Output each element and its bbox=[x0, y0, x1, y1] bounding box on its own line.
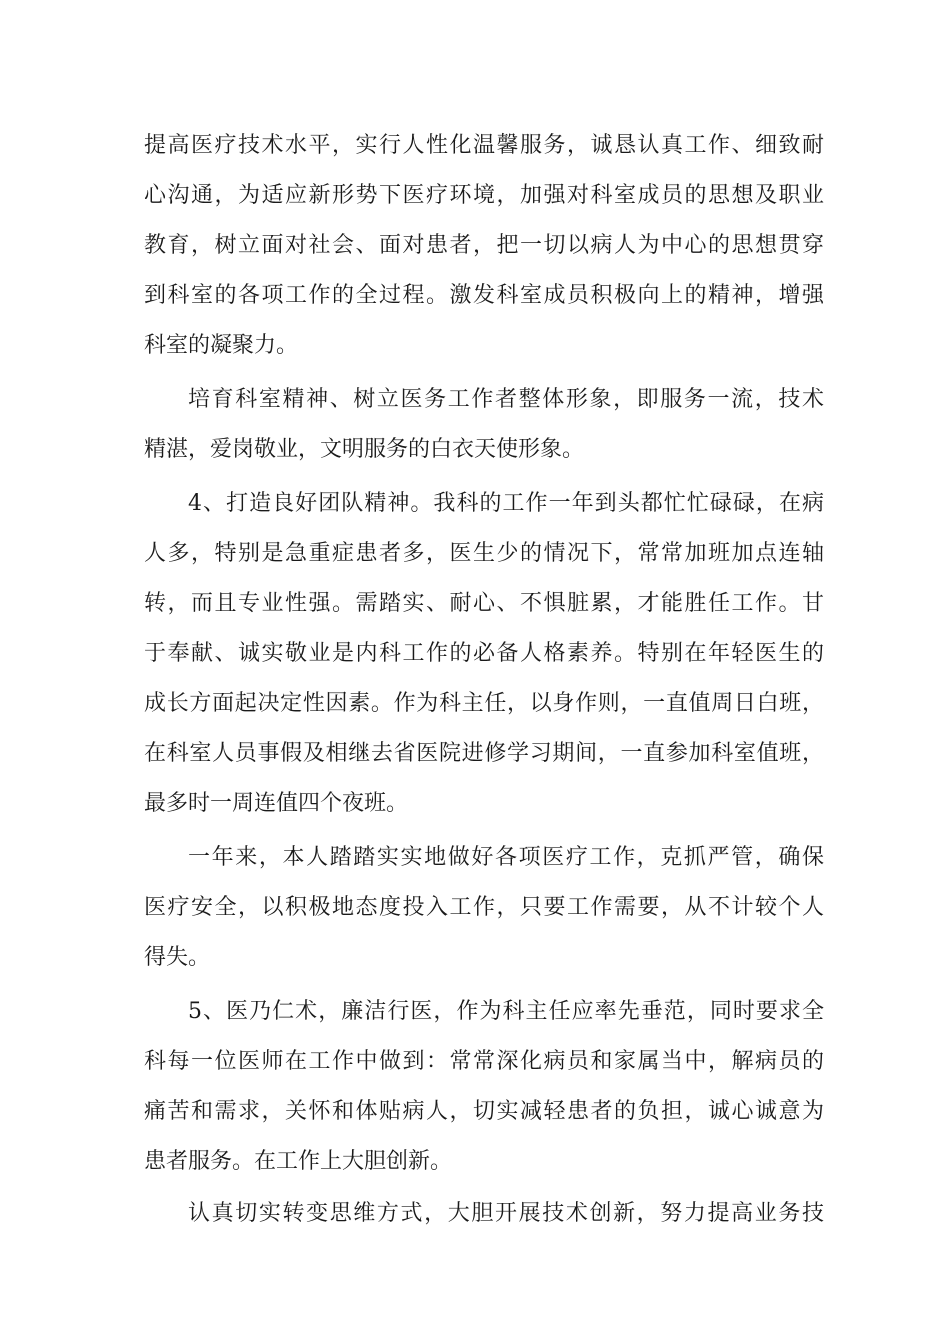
text-line-22: 认真切实转变思维方式，大胆开展技术创新，努力提高业务技 bbox=[188, 1201, 824, 1226]
text-line-5: 科室的凝聚力。 bbox=[144, 333, 299, 358]
text-line-1: 提高医疗技术水平，实行人性化温馨服务，诚恳认真工作、细致耐 bbox=[144, 133, 824, 158]
text-line-21: 患者服务。在工作上大胆创新。 bbox=[144, 1149, 453, 1174]
text-line-4: 到科室的各项工作的全过程。激发科室成员积极向上的精神，增强 bbox=[144, 283, 824, 308]
text-line-15: 一年来，本人踏踏实实地做好各项医疗工作，克抓严管，确保 bbox=[188, 845, 824, 870]
text-line-17: 得失。 bbox=[144, 945, 211, 970]
text-line-10: 转，而且专业性强。需踏实、耐心、不惧脏累，才能胜任工作。甘 bbox=[144, 591, 824, 616]
text-line-13: 在科室人员事假及相继去省医院进修学习期间，一直参加科室值班， bbox=[144, 741, 824, 766]
text-line-11: 于奉献、诚实敬业是内科工作的必备人格素养。特别在年轻医生的 bbox=[144, 641, 824, 666]
text-line-7: 精湛，爱岗敬业，文明服务的白衣天使形象。 bbox=[144, 437, 585, 462]
text-line-3: 教育，树立面对社会、面对患者，把一切以病人为中心的思想贯穿 bbox=[144, 233, 824, 258]
text-line-19: 科每一位医师在工作中做到：常常深化病员和家属当中，解病员的 bbox=[144, 1049, 824, 1074]
text-line-8: 4、打造良好团队精神。我科的工作一年到头都忙忙碌碌，在病 bbox=[188, 491, 824, 516]
text-line-16: 医疗安全，以积极地态度投入工作，只要工作需要，从不计较个人 bbox=[144, 895, 824, 920]
text-line-20: 痛苦和需求，关怀和体贴病人，切实减轻患者的负担，诚心诚意为 bbox=[144, 1099, 824, 1124]
text-line-6: 培育科室精神、树立医务工作者整体形象，即服务一流，技术 bbox=[188, 387, 824, 412]
text-line-9: 人多，特别是急重症患者多，医生少的情况下，常常加班加点连轴 bbox=[144, 541, 824, 566]
text-line-14: 最多时一周连值四个夜班。 bbox=[144, 791, 409, 816]
text-line-18: 5、医乃仁术，廉洁行医，作为科主任应率先垂范，同时要求全 bbox=[188, 999, 824, 1024]
text-line-2: 心沟通，为适应新形势下医疗环境，加强对科室成员的思想及职业 bbox=[144, 183, 824, 208]
text-line-12: 成长方面起决定性因素。作为科主任，以身作则，一直值周日白班， bbox=[144, 691, 824, 716]
